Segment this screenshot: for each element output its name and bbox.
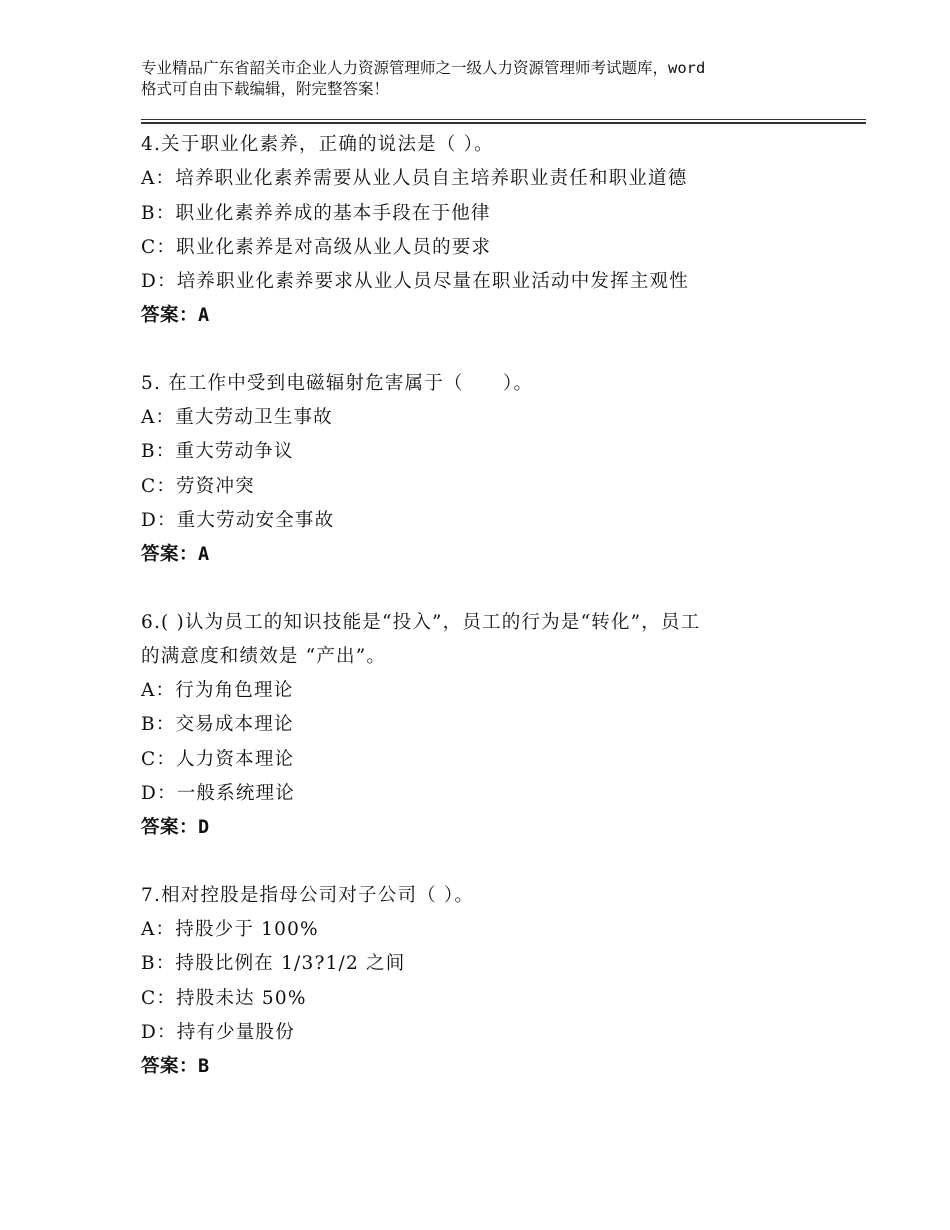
option-c: C：职业化素养是对高级从业人员的要求	[141, 236, 492, 258]
question-6	[141, 606, 841, 846]
option-b: B：职业化素养养成的基本手段在于他律	[141, 202, 491, 224]
question-stem: 5. 在工作中受到电磁辐射危害属于（ ）。	[141, 372, 534, 394]
header-title-line-2: 格式可自由下载编辑，附完整答案！	[141, 80, 390, 98]
option-d: D：持有少量股份	[141, 1021, 295, 1043]
header-divider-thick	[141, 122, 866, 124]
option-b: B：交易成本理论	[141, 714, 294, 736]
question-4	[141, 128, 841, 334]
option-d: D：培养职业化素养要求从业人员尽量在职业活动中发挥主观性	[141, 271, 689, 293]
answer-label: 答案：B	[141, 1056, 210, 1078]
option-d: D：重大劳动安全事故	[141, 509, 335, 531]
answer-label: 答案：D	[141, 817, 210, 839]
option-d: D：一般系统理论	[141, 783, 295, 805]
option-c: C：持股未达 50%	[141, 987, 307, 1009]
option-a: A：行为角色理论	[141, 680, 294, 702]
option-b: B：持股比例在 1/3?1/2 之间	[141, 953, 406, 975]
option-c: C：劳资冲突	[141, 475, 255, 497]
header-divider-thin	[141, 119, 866, 120]
question-stem-line-1: 6.( )认为员工的知识技能是“投入”，员工的行为是“转化”，员工	[141, 611, 701, 633]
question-stem: 7.相对控股是指母公司对子公司（ ）。	[141, 884, 475, 906]
question-stem: 4.关于职业化素养，正确的说法是（ ）。	[141, 134, 494, 155]
option-a: A：持股少于 100%	[141, 918, 319, 940]
question-7	[141, 879, 841, 1085]
answer-label: 答案：A	[141, 305, 210, 327]
question-5	[141, 367, 841, 573]
answer-label: 答案：A	[141, 544, 210, 566]
option-a: A：重大劳动卫生事故	[141, 407, 333, 429]
question-list	[141, 128, 841, 1117]
document-header	[141, 58, 841, 100]
option-c: C：人力资本理论	[141, 748, 295, 770]
option-a: A：培养职业化素养需要从业人员自主培养职业责任和职业道德	[141, 168, 688, 190]
header-title-line-1: 专业精品广东省韶关市企业人力资源管理师之一级人力资源管理师考试题库，word	[141, 59, 706, 77]
question-stem-line-2: 的满意度和绩效是 “产出”。	[141, 645, 387, 667]
option-b: B：重大劳动争议	[141, 441, 294, 463]
